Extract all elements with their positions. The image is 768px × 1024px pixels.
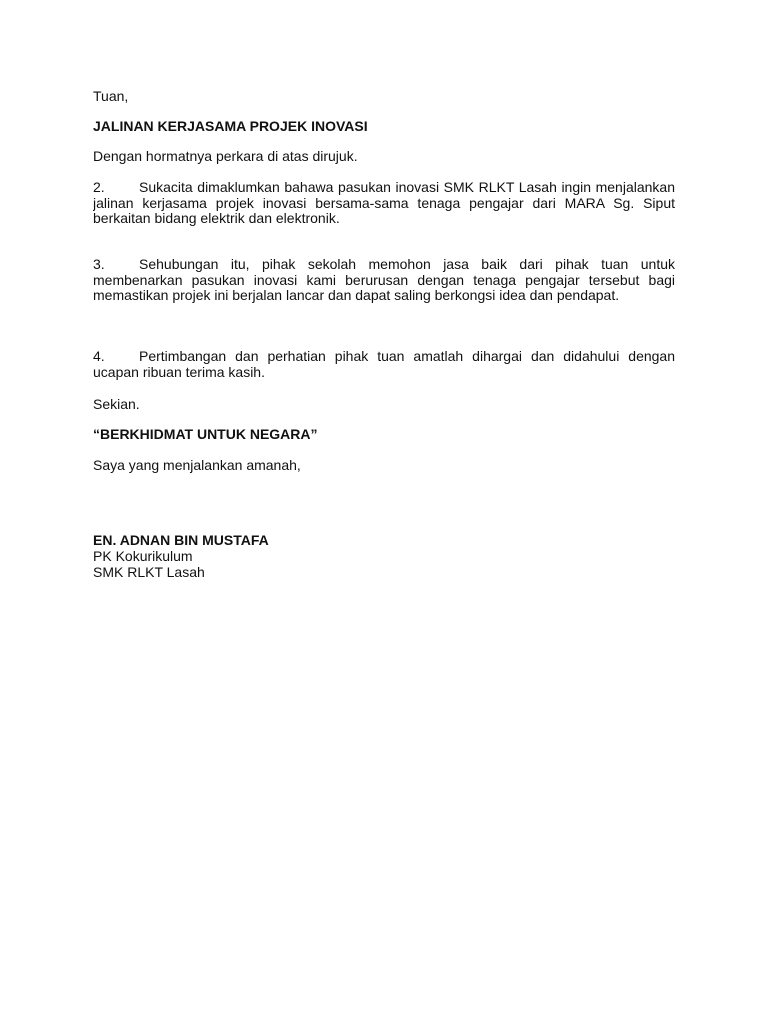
motto: “BERKHIDMAT UNTUK NEGARA” <box>93 426 318 442</box>
sign-off: Saya yang menjalankan amanah, <box>93 457 301 473</box>
paragraph-line: memastikan projek ini berjalan lancar dan dapat saling berkongsi idea dan pendapat. <box>93 288 620 303</box>
closing-line: Sekian. <box>93 396 140 412</box>
letter-subject: JALINAN KERJASAMA PROJEK INOVASI <box>93 118 368 134</box>
paragraph-text: Sehubungan itu, pihak sekolah memohon jasa baik dari pihak tuan untuk <box>139 257 675 272</box>
paragraph-line <box>93 257 675 273</box>
paragraph-line: berkaitan bidang elektrik dan elektronik. <box>93 211 340 226</box>
intro-line: Dengan hormatnya perkara di atas dirujuk. <box>93 148 358 164</box>
signatory-position: PK Kokurikulum <box>93 548 193 564</box>
paragraph-line <box>93 180 675 196</box>
salutation: Tuan, <box>93 88 129 104</box>
paragraph-2 <box>93 180 675 227</box>
paragraph-line: membenarkan pasukan inovasi kami berurusan dengan tenaga pengajar tersebut bagi <box>93 272 675 288</box>
paragraph-number: 3. <box>93 257 105 272</box>
paragraph-number: 2. <box>93 180 105 195</box>
signatory-name: EN. ADNAN BIN MUSTAFA <box>93 532 269 548</box>
paragraph-text: Pertimbangan dan perhatian pihak tuan amatlah dihargai dan didahului dengan <box>139 349 675 364</box>
paragraph-line: jalinan kerjasama projek inovasi bersama-sama tenaga pengajar dari MARA Sg. Siput <box>93 195 675 211</box>
paragraph-number: 4. <box>93 349 105 364</box>
signatory-organization: SMK RLKT Lasah <box>93 564 205 580</box>
paragraph-line: ucapan ribuan terima kasih. <box>93 364 265 380</box>
paragraph-text: Sukacita dimaklumkan bahawa pasukan inovasi SMK RLKT Lasah ingin menjalankan <box>139 180 675 195</box>
paragraph-4 <box>93 349 675 380</box>
paragraph-3 <box>93 257 675 304</box>
paragraph-line <box>93 349 675 365</box>
